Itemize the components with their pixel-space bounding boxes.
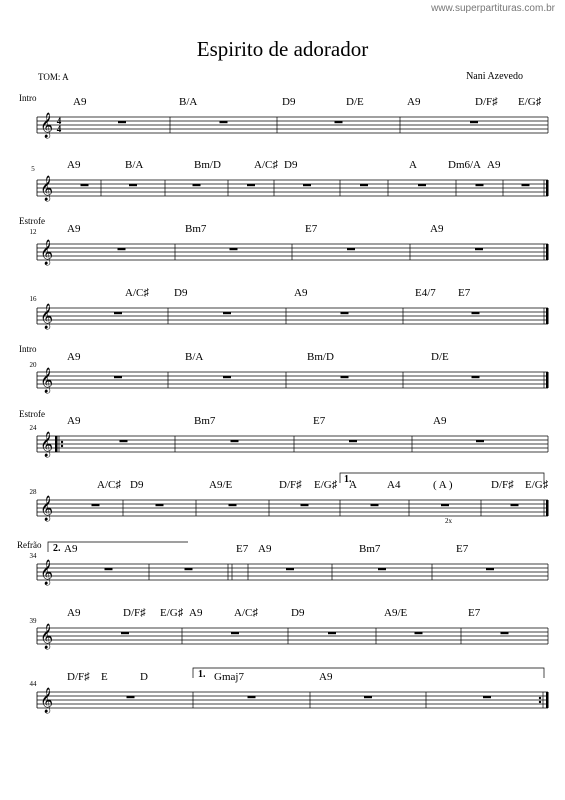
measure-number: 28 bbox=[29, 488, 37, 496]
chord-symbol: E/G♯ bbox=[314, 479, 338, 491]
whole-rest bbox=[248, 696, 256, 698]
chord-symbol: A bbox=[409, 159, 417, 171]
chord-symbol: D/F♯ bbox=[475, 96, 498, 108]
chord-symbol: ( A ) bbox=[433, 479, 453, 491]
staff-system bbox=[19, 216, 549, 265]
whole-rest bbox=[118, 121, 126, 123]
measure-number: 12 bbox=[29, 228, 37, 236]
chord-symbol: D/F♯ bbox=[67, 671, 90, 683]
chord-symbol: E7 bbox=[236, 543, 249, 555]
time-signature-top: 4 bbox=[56, 116, 62, 126]
whole-rest bbox=[156, 504, 164, 506]
chord-symbol: A/C♯ bbox=[97, 479, 121, 491]
chord-symbol: Bm7 bbox=[185, 223, 207, 235]
whole-rest bbox=[247, 184, 255, 186]
key-label: TOM: A bbox=[38, 72, 69, 82]
repeat-dot bbox=[539, 697, 541, 699]
treble-clef-icon: 𝄞 bbox=[40, 624, 54, 649]
whole-rest bbox=[347, 248, 355, 250]
whole-rest bbox=[470, 121, 478, 123]
chord-symbol: B/A bbox=[179, 96, 198, 108]
whole-rest bbox=[114, 376, 122, 378]
volta-number: 2. bbox=[53, 543, 61, 554]
whole-rest bbox=[341, 312, 349, 314]
measure-number: 5 bbox=[31, 165, 35, 173]
whole-rest bbox=[511, 504, 519, 506]
measure-number: 24 bbox=[29, 424, 37, 432]
treble-clef-icon: 𝄞 bbox=[40, 560, 54, 585]
treble-clef-icon: 𝄞 bbox=[40, 496, 54, 521]
chord-symbol: A bbox=[349, 479, 357, 491]
whole-rest bbox=[418, 184, 426, 186]
volta-number: 1. bbox=[198, 669, 206, 680]
whole-rest bbox=[501, 632, 509, 634]
whole-rest bbox=[522, 184, 530, 186]
whole-rest bbox=[328, 632, 336, 634]
chord-symbol: D bbox=[140, 671, 148, 683]
chord-symbol: A9 bbox=[64, 543, 78, 555]
whole-rest bbox=[441, 504, 449, 506]
chord-symbol: E7 bbox=[313, 415, 326, 427]
chord-symbol: A/C♯ bbox=[234, 607, 258, 619]
chord-symbol: A9 bbox=[433, 415, 447, 427]
whole-rest bbox=[129, 184, 137, 186]
whole-rest bbox=[127, 696, 135, 698]
final-barline bbox=[546, 500, 549, 516]
whole-rest bbox=[476, 184, 484, 186]
whole-rest bbox=[118, 248, 126, 250]
time-signature-bottom: 4 bbox=[56, 124, 62, 134]
whole-rest bbox=[301, 504, 309, 506]
whole-rest bbox=[360, 184, 368, 186]
chord-symbol: A9 bbox=[67, 223, 81, 235]
whole-rest bbox=[81, 184, 89, 186]
volta-number: 1. bbox=[344, 474, 352, 485]
chord-symbol: E7 bbox=[458, 287, 471, 299]
site-url[interactable]: www.superpartituras.com.br bbox=[431, 3, 555, 14]
whole-rest bbox=[185, 568, 193, 570]
chord-symbol: A/C♯ bbox=[254, 159, 278, 171]
measure-number: 20 bbox=[29, 361, 37, 369]
whole-rest bbox=[230, 248, 238, 250]
whole-rest bbox=[483, 696, 491, 698]
chord-symbol: E/G♯ bbox=[518, 96, 542, 108]
whole-rest bbox=[229, 504, 237, 506]
chord-symbol: A9 bbox=[67, 159, 81, 171]
whole-rest bbox=[476, 440, 484, 442]
whole-rest bbox=[303, 184, 311, 186]
section-label: Intro bbox=[19, 93, 37, 103]
measure-number: 44 bbox=[29, 680, 37, 688]
final-barline bbox=[546, 244, 549, 260]
chord-symbol: A9 bbox=[430, 223, 444, 235]
chord-symbol: Gmaj7 bbox=[214, 671, 244, 683]
whole-rest bbox=[120, 440, 128, 442]
chord-symbol: B/A bbox=[125, 159, 144, 171]
chord-symbol: A9 bbox=[67, 351, 81, 363]
song-title: Espirito de adorador bbox=[196, 37, 369, 61]
repeat-dot bbox=[61, 441, 63, 443]
treble-clef-icon: 𝄞 bbox=[40, 432, 54, 457]
staff-system bbox=[17, 540, 548, 585]
chord-symbol: Bm/D bbox=[194, 159, 221, 171]
treble-clef-icon: 𝄞 bbox=[40, 176, 54, 201]
final-barline bbox=[546, 308, 549, 324]
chord-symbol: D9 bbox=[291, 607, 305, 619]
whole-rest bbox=[231, 440, 239, 442]
chord-symbol: D9 bbox=[284, 159, 298, 171]
staff-system bbox=[30, 668, 549, 713]
repeat-dot bbox=[61, 445, 63, 447]
chord-symbol: A9 bbox=[189, 607, 203, 619]
whole-rest bbox=[349, 440, 357, 442]
chord-symbol: Bm/D bbox=[307, 351, 334, 363]
repeat-dot bbox=[539, 701, 541, 703]
treble-clef-icon: 𝄞 bbox=[40, 688, 54, 713]
whole-rest bbox=[220, 121, 228, 123]
chord-symbol: A9 bbox=[67, 607, 81, 619]
chord-symbol: D/F♯ bbox=[491, 479, 514, 491]
staff-system bbox=[30, 287, 549, 329]
chord-symbol: Bm7 bbox=[194, 415, 216, 427]
whole-rest bbox=[486, 568, 494, 570]
chord-symbol: A4 bbox=[387, 479, 401, 491]
whole-rest bbox=[92, 504, 100, 506]
section-label: Estrofe bbox=[19, 216, 45, 226]
whole-rest bbox=[335, 121, 343, 123]
measure-number: 16 bbox=[29, 295, 37, 303]
repeat-count: 2x bbox=[445, 517, 452, 525]
whole-rest bbox=[472, 376, 480, 378]
staff-system bbox=[19, 409, 548, 457]
chord-symbol: E7 bbox=[468, 607, 481, 619]
section-label: Refrão bbox=[17, 540, 42, 550]
chord-symbol: E7 bbox=[456, 543, 469, 555]
chord-symbol: E/G♯ bbox=[525, 479, 549, 491]
chord-symbol: B/A bbox=[185, 351, 204, 363]
volta-bracket bbox=[193, 668, 544, 678]
chord-symbol: A9 bbox=[258, 543, 272, 555]
staff-system bbox=[30, 607, 549, 649]
whole-rest bbox=[193, 184, 201, 186]
chord-symbol: D/F♯ bbox=[279, 479, 302, 491]
chord-symbol: E7 bbox=[305, 223, 318, 235]
chord-symbol: D9 bbox=[174, 287, 188, 299]
final-barline bbox=[546, 180, 549, 196]
chord-symbol: D9 bbox=[130, 479, 144, 491]
staff-system bbox=[30, 473, 549, 525]
chord-symbol: D/F♯ bbox=[123, 607, 146, 619]
chord-symbol: A9 bbox=[67, 415, 81, 427]
whole-rest bbox=[415, 632, 423, 634]
whole-rest bbox=[231, 632, 239, 634]
chord-symbol: Dm6/A bbox=[448, 159, 481, 171]
composer-name: Nani Azevedo bbox=[466, 71, 523, 82]
section-label: Estrofe bbox=[19, 409, 45, 419]
staff-system bbox=[19, 93, 548, 138]
treble-clef-icon: 𝄞 bbox=[40, 304, 54, 329]
chord-symbol: E4/7 bbox=[415, 287, 436, 299]
whole-rest bbox=[371, 504, 379, 506]
whole-rest bbox=[286, 568, 294, 570]
chord-symbol: E bbox=[101, 671, 108, 683]
whole-rest bbox=[472, 312, 480, 314]
chord-symbol: A9 bbox=[319, 671, 333, 683]
chord-symbol: A9/E bbox=[209, 479, 233, 491]
whole-rest bbox=[114, 312, 122, 314]
chord-symbol: D/E bbox=[431, 351, 449, 363]
section-label: Intro bbox=[19, 344, 37, 354]
chord-symbol: A9 bbox=[73, 96, 87, 108]
chord-symbol: D9 bbox=[282, 96, 296, 108]
treble-clef-icon: 𝄞 bbox=[40, 113, 54, 138]
treble-clef-icon: 𝄞 bbox=[40, 240, 54, 265]
chord-symbol: Bm7 bbox=[359, 543, 381, 555]
treble-clef-icon: 𝄞 bbox=[40, 368, 54, 393]
chord-symbol: A/C♯ bbox=[125, 287, 149, 299]
measure-number: 34 bbox=[29, 552, 37, 560]
final-barline bbox=[546, 372, 549, 388]
whole-rest bbox=[475, 248, 483, 250]
whole-rest bbox=[105, 568, 113, 570]
chord-symbol: A9/E bbox=[384, 607, 408, 619]
chord-symbol: A9 bbox=[294, 287, 308, 299]
whole-rest bbox=[223, 376, 231, 378]
whole-rest bbox=[223, 312, 231, 314]
end-repeat-barline bbox=[546, 692, 549, 708]
chord-symbol: D/E bbox=[346, 96, 364, 108]
chord-symbol: A9 bbox=[407, 96, 421, 108]
whole-rest bbox=[364, 696, 372, 698]
whole-rest bbox=[341, 376, 349, 378]
chord-symbol: E/G♯ bbox=[160, 607, 184, 619]
chord-symbol: A9 bbox=[487, 159, 501, 171]
measure-number: 39 bbox=[29, 617, 37, 625]
start-repeat-barline bbox=[55, 436, 58, 452]
staff-system bbox=[19, 344, 549, 393]
staff-system bbox=[31, 159, 548, 201]
whole-rest bbox=[378, 568, 386, 570]
whole-rest bbox=[121, 632, 129, 634]
